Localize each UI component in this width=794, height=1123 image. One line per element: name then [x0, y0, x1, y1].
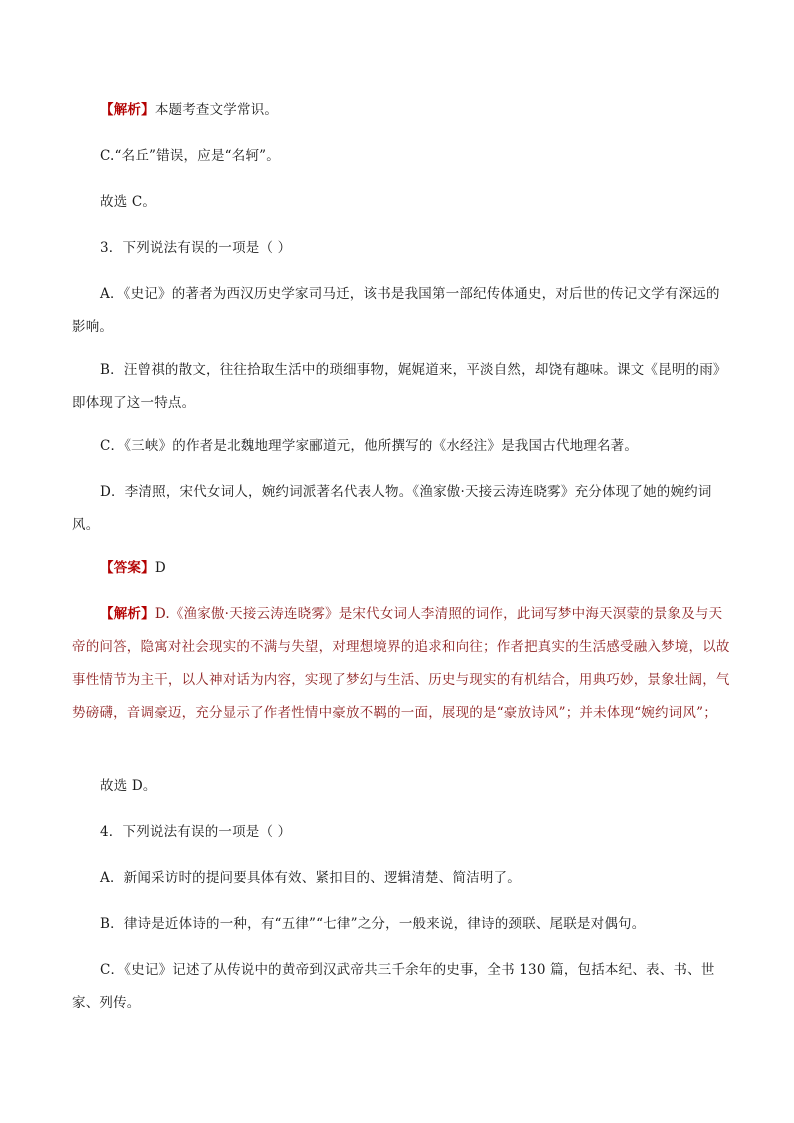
- q2-choice: 故选 C。: [100, 194, 157, 210]
- question-3-option-d: D．李清照，宋代女词人，婉约词派著名代表人物。《渔家傲·天接云涛连晓雾》充分体现了她的婉约词风。: [72, 484, 712, 533]
- question-3-option-b: B．汪曾祺的散文，往往拾取生活中的琐细事物，娓娓道来，平淡自然，却饶有趣味。课文《昆明的雨》即体现了这一特点。: [72, 362, 727, 411]
- question-4-stem: 4．下列说法有误的一项是（ ）: [100, 824, 292, 840]
- question-4-option-c: C．《史记》记述了从传说中的黄帝到汉武帝共三千余年的史事，全书 130 篇，包括本纪、表、书、世家、列传。: [72, 962, 715, 1011]
- analysis-text: 本题考查文学常识。: [154, 102, 279, 118]
- question-3-option-a: A．《史记》的著者为西汉历史学家司马迁，该书是我国第一部纪传体通史，对后世的传记文学有深远的影响。: [72, 286, 720, 335]
- question-4-option-a: A．新闻采访时的提问要具体有效、紧扣目的、逻辑清楚、简洁明了。: [100, 870, 521, 886]
- question-3-choice: 故选 D。: [100, 778, 157, 794]
- analysis-tag: 【解析】: [100, 102, 155, 118]
- question-3-analysis: [72, 598, 732, 730]
- question-3-option-c: C．《三峡》的作者是北魏地理学家郦道元，他所撰写的《水经注》是我国古代地理名著。: [100, 438, 639, 454]
- question-3-stem: 3．下列说法有误的一项是（ ）: [100, 240, 292, 256]
- question-3-answer: [72, 552, 732, 585]
- question-4-option-b: B．律诗是近体诗的一种，有“五律”“七律”之分，一般来说，律诗的颈联、尾联是对偶句。: [100, 916, 646, 932]
- analysis-text: D.《渔家傲·天接云涛连晓雾》是宋代女词人李清照的词作，此词写梦中海天溟蒙的景象及与天帝的问答，隐寓对社会现实的不满与失望，对理想境界的追求和向往；作者把真实的生活感受融入梦境，以故事性情节为主干，以人神对话为内容，实现了梦幻与生活、历史与现实的有机结合，用典巧妙，景象壮阔，气势磅礴，音调豪迈，充分显示了作者性情中豪放不羁的一面，展现的是“豪放诗风”；并未体现“婉约词风”；: [72, 606, 730, 721]
- analysis-tag: 【解析】: [100, 606, 155, 622]
- answer-value: D: [154, 560, 166, 576]
- answer-tag: 【答案】: [100, 560, 155, 576]
- q2-correction: C.“名丘”错误，应是“名轲”。: [100, 148, 280, 164]
- analysis-1: [72, 94, 732, 127]
